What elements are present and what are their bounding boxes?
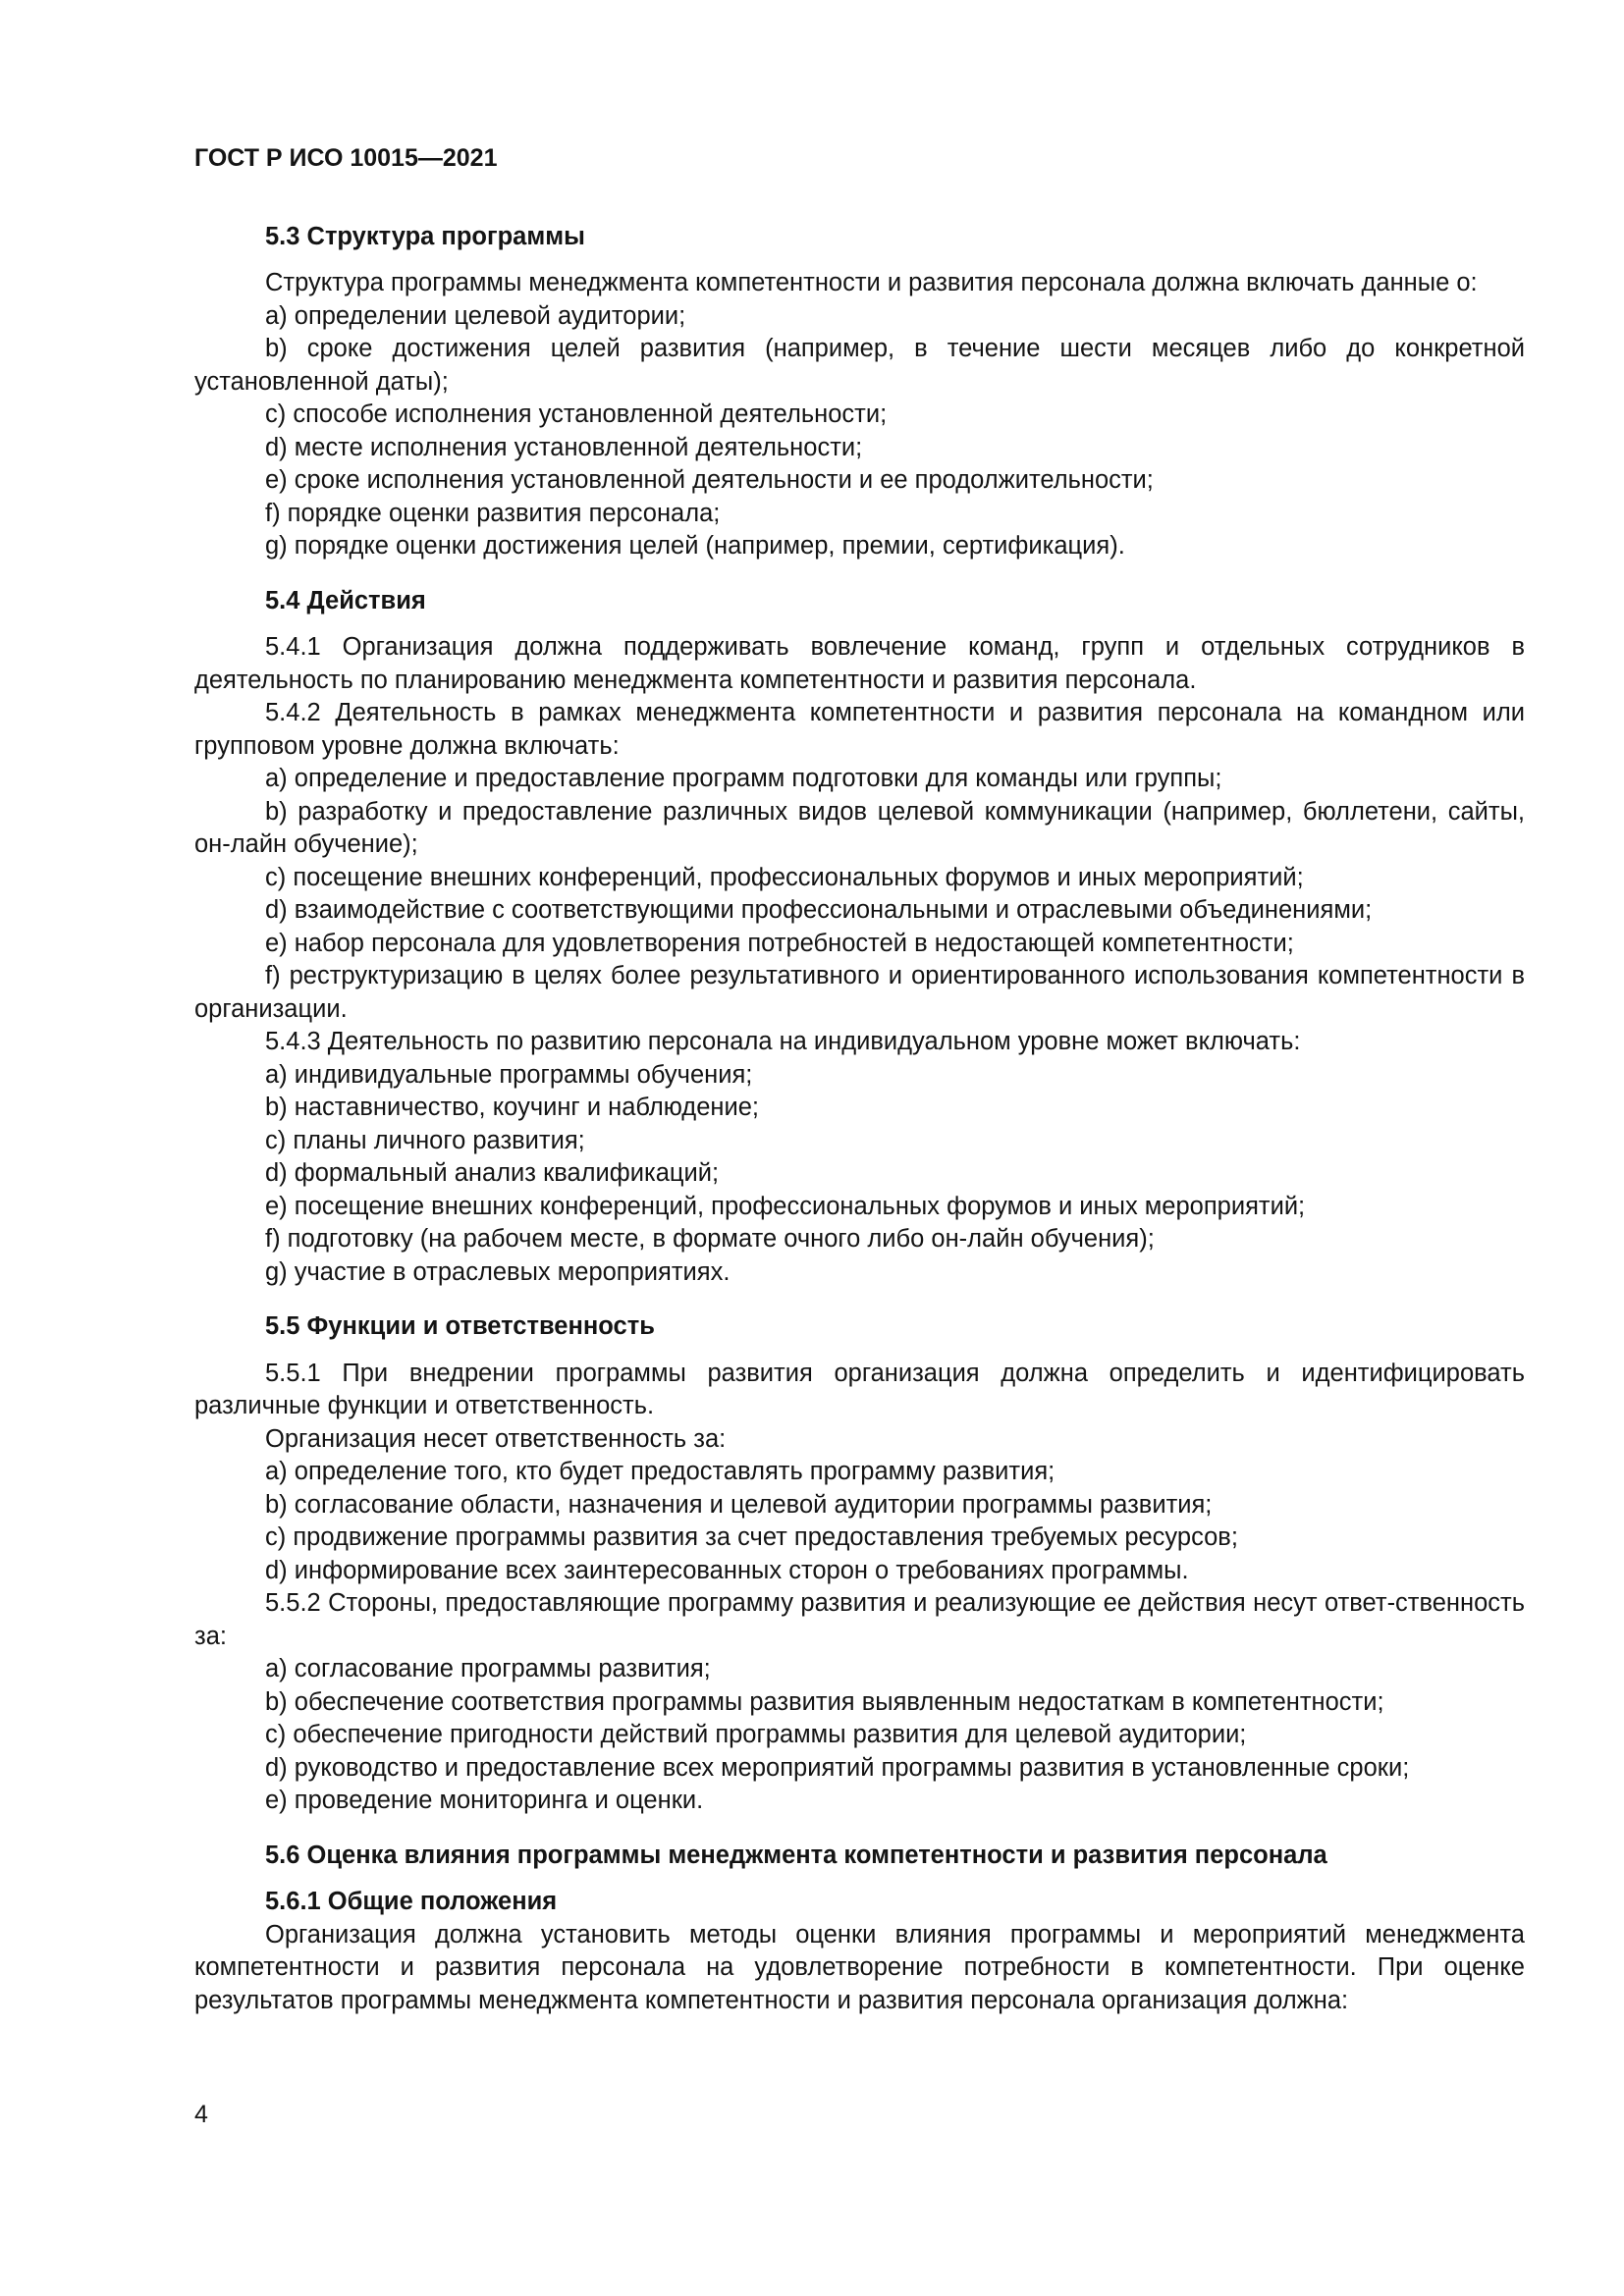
list-item: a) согласование программы развития; bbox=[265, 1655, 711, 1682]
list-item: c) посещение внешних конференций, профессиональных форумов и иных мероприятий; bbox=[265, 863, 1304, 891]
list-item: d) руководство и предоставление всех мероприятий программы развития в установленные сроки; bbox=[265, 1753, 1410, 1782]
paragraph: 5.4.2 Деятельность в рамках менеджмента компетентности и развития персонала на командном или групповом уровне должна включать: bbox=[194, 699, 1525, 760]
list-item: d) взаимодействие с соответствующими профессиональными и отраслевыми объединениями; bbox=[265, 896, 1373, 924]
list-item: c) способе исполнения установленной деятельности; bbox=[265, 400, 888, 428]
list-item: d) информирование всех заинтересованных сторон о требованиях программы. bbox=[265, 1556, 1189, 1584]
list-item: a) определение и предоставление программ подготовки для команды или группы; bbox=[265, 765, 1222, 792]
list-item: f) реструктуризацию в целях более результативного и ориентированного использования компетентности в организации. bbox=[194, 962, 1525, 1023]
list-item: c) планы личного развития; bbox=[265, 1126, 585, 1154]
list-item: f) подготовку (на рабочем месте, в формате очного либо он-лайн обучения); bbox=[265, 1225, 1155, 1253]
document-page bbox=[194, 142, 1525, 2017]
list-item: a) индивидуальные программы обучения; bbox=[265, 1060, 753, 1089]
section-title-5-5: 5.5 Функции и ответственность bbox=[265, 1312, 655, 1340]
list-item: a) определение того, кто будет предоставлять программу развития; bbox=[265, 1458, 1056, 1485]
list-item: e) проведение мониторинга и оценки. bbox=[265, 1787, 704, 1814]
list-item: c) обеспечение пригодности действий программы развития для целевой аудитории; bbox=[265, 1721, 1247, 1748]
list-item: e) набор персонала для удовлетворения потребностей в недостающей компетентности; bbox=[265, 929, 1294, 957]
list-item: e) сроке исполнения установленной деятельности и ее продолжительности; bbox=[265, 466, 1154, 494]
list-item: d) месте исполнения установленной деятельности; bbox=[265, 433, 863, 461]
list-item: g) участие в отраслевых мероприятиях. bbox=[265, 1257, 731, 1286]
list-item: f) порядке оценки развития персонала; bbox=[265, 499, 721, 527]
list-item: a) определении целевой аудитории; bbox=[265, 301, 686, 330]
subsection-title-5-6-1: 5.6.1 Общие положения bbox=[265, 1888, 558, 1915]
paragraph: Организация несет ответственность за: bbox=[265, 1424, 727, 1453]
paragraph: Организация должна установить методы оценки влияния программы и мероприятий менеджмента компетентности и развития персонала на удовлетворение потребности в компетентности. При оценке результатов программы менеджмента компетентности и развития персонала организация должна: bbox=[194, 1920, 1525, 2014]
section-title-5-4: 5.4 Действия bbox=[265, 586, 426, 614]
paragraph: 5.4.1 Организация должна поддерживать вовлечение команд, групп и отдельных сотрудников в деятельность по планированию менеджмента компетентности и развития персонала. bbox=[194, 633, 1525, 694]
paragraph: 5.5.1 При внедрении программы развития организация должна определить и идентифицировать различные функции и ответственность. bbox=[194, 1359, 1525, 1419]
list-item: d) формальный анализ квалификаций; bbox=[265, 1159, 720, 1187]
section-title-5-3: 5.3 Структура программы bbox=[265, 222, 585, 250]
list-item: b) согласование области, назначения и целевой аудитории программы развития; bbox=[265, 1490, 1213, 1519]
section-title-5-6: 5.6 Оценка влияния программы менеджмента компетентности и развития персонала bbox=[265, 1841, 1327, 1869]
list-item: b) сроке достижения целей развития (например, в течение шести месяцев либо до конкретной установленной даты); bbox=[194, 335, 1525, 396]
list-item: c) продвижение программы развития за счет предоставления требуемых ресурсов; bbox=[265, 1523, 1238, 1551]
paragraph: 5.5.2 Стороны, предоставляющие программу развития и реализующие ее действия несут ответ-ственность за: bbox=[194, 1589, 1525, 1650]
list-item: b) разработку и предоставление различных видов целевой коммуникации (например, бюллетени, сайты, он-лайн обучение); bbox=[194, 797, 1525, 858]
paragraph: Структура программы менеджмента компетентности и развития персонала должна включать данные о: bbox=[265, 269, 1478, 296]
list-item: e) посещение внешних конференций, профессиональных форумов и иных мероприятий; bbox=[265, 1192, 1306, 1220]
paragraph: 5.4.3 Деятельность по развитию персонала на индивидуальном уровне может включать: bbox=[265, 1028, 1301, 1055]
list-item: b) наставничество, коучинг и наблюдение; bbox=[265, 1094, 759, 1121]
list-item: g) порядке оценки достижения целей (например, премии, сертификация). bbox=[265, 532, 1125, 560]
list-item: b) обеспечение соответствия программы развития выявленным недостаткам в компетентности; bbox=[265, 1687, 1384, 1716]
page-number: 4 bbox=[194, 2101, 208, 2128]
document-header: ГОСТ Р ИСО 10015—2021 bbox=[194, 144, 498, 172]
